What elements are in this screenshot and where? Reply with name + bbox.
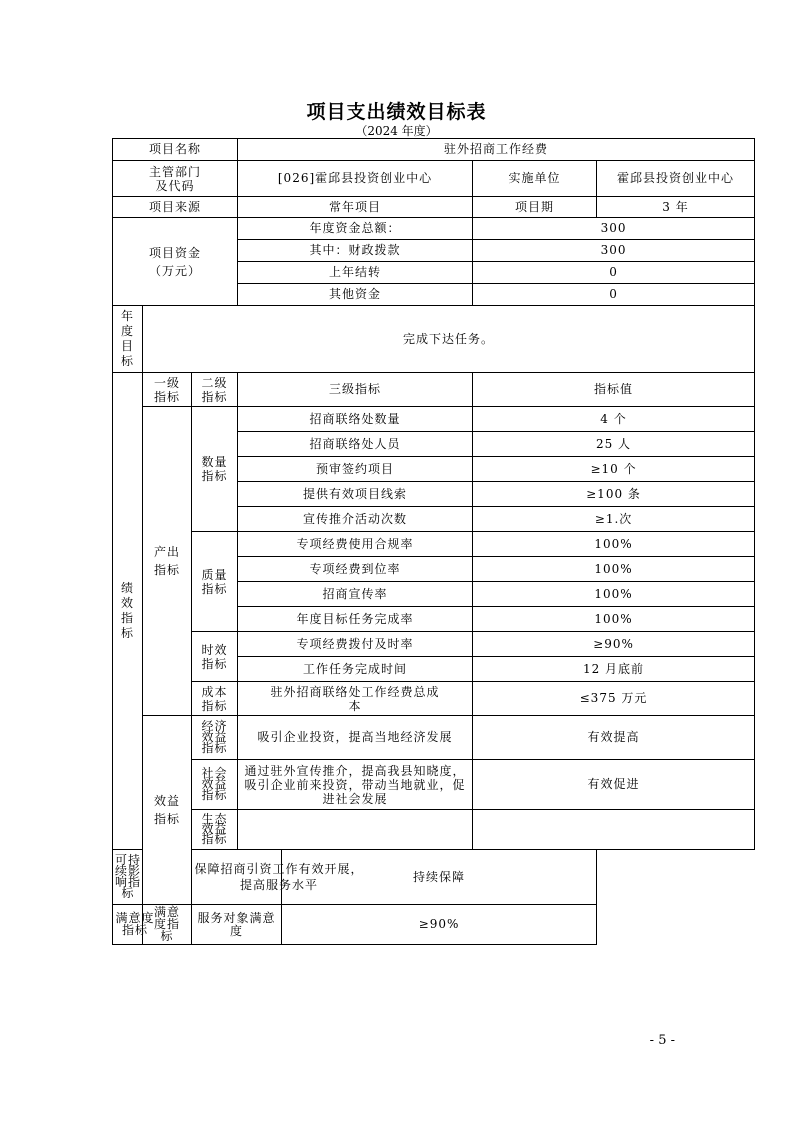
table-row [113,532,755,557]
satisfaction-label: 满意度指标 [115,911,155,937]
indicator-value: ≥90% [473,632,755,657]
performance-table [112,138,755,945]
indicator-value [473,810,755,850]
indicator-name-cell [192,850,364,905]
benefit-label-cell [143,716,192,905]
indicator-name: 专项经费到位率 [238,557,473,582]
indicator-name: 提供有效项目线索 [238,482,473,507]
indicator-value: 100% [473,557,755,582]
indicator-value: 有效促进 [473,760,755,810]
quality-label: 质量指标 [201,567,228,596]
indicator-name: 保障招商引资工作有效开展，提高服务水平 [194,862,364,892]
indicator-value: 100% [473,582,755,607]
table-row [113,139,755,161]
table-row [113,407,755,432]
indicator-value: 100% [473,532,755,557]
period-value: 3 年 [597,197,755,218]
funds-total-label: 年度资金总额： [238,218,473,240]
table-row [113,850,755,905]
annual-goal-text: 完成下达任务。 [143,306,755,373]
indicator-name: 工作任务完成时间 [238,657,473,682]
dept-label-cell [113,161,238,197]
funds-carryover-value: 0 [473,262,755,284]
indicator-value: 4 个 [473,407,755,432]
indicator-name: 招商联络处人员 [238,432,473,457]
indicator-name [238,810,473,850]
indicator-value: 有效提高 [473,716,755,760]
indicator-name: 驻外招商联络处工作经费总成本 [270,684,440,713]
output-label: 产出指标 [153,545,180,577]
indicator-value: 100% [473,607,755,632]
page-title: 项目支出绩效目标表 [306,101,487,123]
impl-value: 霍邱县投资创业中心 [597,161,755,197]
indicator-name: 吸引企业投资，提高当地经济发展 [238,716,473,760]
indicator-value: ≥100 条 [473,482,755,507]
indicator-name: 通过驻外宣传推介，提高我县知晓度，吸引企业前来投资，带动当地就业，促进社会发展 [238,760,473,810]
source-label: 项目来源 [113,197,238,218]
funds-fiscal-value: 300 [473,240,755,262]
funds-label-cell [113,218,238,306]
ecological-label-cell [192,810,238,850]
economic-label-cell [192,716,238,760]
page-number: - 5 - [649,1033,675,1048]
table-row [113,810,755,850]
indicator-name: 年度目标任务完成率 [238,607,473,632]
table-row [113,161,755,197]
header-level1-cell [143,373,192,407]
table-row [113,760,755,810]
table-row [113,306,755,373]
indicator-name-cell [238,682,473,716]
funds-label: 项目资金 [149,245,202,260]
source-value: 常年项目 [238,197,473,218]
social-label: 社会效益指标 [201,765,228,802]
indicator-name: 专项经费使用合规率 [238,532,473,557]
annual-goal-label: 年度目标 [120,309,134,368]
project-name-value: 驻外招商工作经费 [238,139,755,161]
funds-total-value: 300 [473,218,755,240]
indicator-value: ≥90% [282,905,597,945]
timeliness-label-cell [192,632,238,682]
quantity-label-cell [192,407,238,532]
funds-other-value: 0 [473,284,755,306]
indicator-value: ≤375 万元 [473,682,755,716]
sustainable-label: 可持续影响指标 [115,852,142,900]
table-row [113,197,755,218]
dept-value: [026]霍邱县投资创业中心 [238,161,473,197]
cost-label-cell [192,682,238,716]
cost-label: 成本指标 [201,684,228,713]
output-label-cell [143,407,192,716]
indicator-value: ≥10 个 [473,457,755,482]
satisfaction-sub-label-cell [143,905,192,945]
table-row [113,905,755,945]
header-level3: 三级指标 [238,373,473,407]
funds-carryover-label: 上年结转 [238,262,473,284]
annual-goal-label-cell [113,306,143,373]
period-label: 项目期 [473,197,597,218]
indicator-name: 专项经费拨付及时率 [238,632,473,657]
indicator-value: 持续保障 [282,850,597,905]
benefit-label: 效益指标 [153,794,180,826]
impl-label: 实施单位 [473,161,597,197]
quality-label-cell [192,532,238,632]
table-row [113,632,755,657]
header-level2: 二级指标 [201,375,228,404]
year-label: （2024 年度） [355,124,438,138]
satisfaction-label-cell [113,905,155,945]
sustainable-label-cell [113,850,143,905]
header-level2-cell [192,373,238,407]
economic-label: 经济效益指标 [201,718,228,755]
funds-unit: （万元） [149,263,202,278]
table-row [113,682,755,716]
quantity-label: 数量指标 [201,455,228,483]
satisfaction-sub-label: 满意度指标 [153,905,180,943]
table-row [113,218,755,240]
table-row [113,716,755,760]
indicator-name: 宣传推介活动次数 [238,507,473,532]
table-row [113,373,755,407]
indicator-value: 25 人 [473,432,755,457]
project-name-label: 项目名称 [113,139,238,161]
dept-label: 主管部门及代码 [148,164,201,193]
social-label-cell [192,760,238,810]
indicators-section-cell [113,373,143,850]
header-level1: 一级指标 [153,375,180,404]
funds-other-label: 其他资金 [238,284,473,306]
header-value: 指标值 [473,373,755,407]
ecological-label: 生态效益指标 [201,811,228,846]
indicator-name: 服务对象满意度 [192,905,282,945]
timeliness-label: 时效指标 [201,642,228,671]
funds-fiscal-label: 其中：财政拨款 [238,240,473,262]
indicator-value: 12 月底前 [473,657,755,682]
indicators-section-label: 绩效指标 [120,581,134,640]
indicator-name: 招商联络处数量 [238,407,473,432]
indicator-name: 招商宣传率 [238,582,473,607]
indicator-name: 预审签约项目 [238,457,473,482]
indicator-value: ≥1.次 [473,507,755,532]
